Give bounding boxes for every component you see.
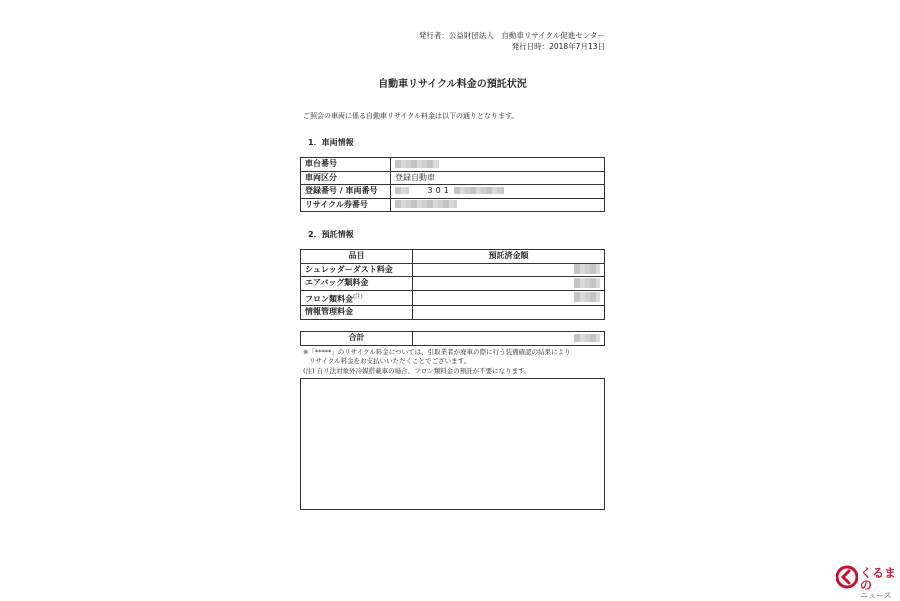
redacted-value xyxy=(574,264,600,274)
vehicle-info-table xyxy=(300,157,605,212)
kuruma-news-logo-icon xyxy=(836,565,858,589)
deposit-row-label: エアバッグ類料金 xyxy=(301,277,413,291)
refrigerant-note: (注) 自リ法対象外冷媒搭載車の場合、フロン類料金の預託が不要になります。 xyxy=(303,367,531,375)
total-table xyxy=(300,331,605,346)
redacted-value xyxy=(395,160,439,168)
vehicle-row-value xyxy=(391,158,605,172)
deposit-row-label: シュレッダーダスト料金 xyxy=(301,263,413,277)
redacted-value xyxy=(574,334,600,342)
vehicle-section-heading: 1．車両情報 xyxy=(308,138,354,147)
deposit-info-table xyxy=(300,249,605,320)
vehicle-row-label: 登録番号 / 車両番号 xyxy=(301,185,391,199)
vehicle-row-label: 車台番号 xyxy=(301,158,391,172)
note-marker: (注) xyxy=(353,293,363,300)
publisher-text: 発行者：公益財団法人 自動車リサイクル促進センター xyxy=(418,31,605,40)
deposit-row-amount xyxy=(413,290,605,306)
asterisk-note-line1: ※「*****」のリサイクル料金については、引取業者が廃車の際に行う装備確認の結果により xyxy=(303,348,571,356)
redacted-value xyxy=(574,292,600,302)
total-label: 合計 xyxy=(301,332,413,346)
issuer-block xyxy=(400,31,605,53)
vehicle-row-value xyxy=(391,198,605,212)
amount-column-header: 預託済金額 xyxy=(413,250,605,264)
blank-remarks-box xyxy=(300,378,605,510)
table-row xyxy=(301,185,605,199)
vehicle-row-value xyxy=(391,185,605,199)
asterisk-note-line2: リサイクル料金をお支払いいただくことでございます。 xyxy=(309,357,471,365)
logo-sub-text: ニュース xyxy=(860,591,892,600)
logo-main-text: くるまの xyxy=(860,566,897,592)
issue-date-text: 発行日時：2018年7月13日 xyxy=(511,42,605,51)
redacted-value xyxy=(454,187,504,194)
deposit-row-amount xyxy=(413,306,605,320)
table-row xyxy=(301,277,605,291)
intro-text: ご照会の車両に係る自動車リサイクル料金は以下の通りとなります。 xyxy=(303,112,519,120)
table-row xyxy=(301,290,605,306)
redacted-value xyxy=(395,200,457,208)
vehicle-row-value: 登録自動車 xyxy=(391,171,605,185)
table-row xyxy=(301,306,605,320)
deposit-row-amount xyxy=(413,277,605,291)
deposit-row-label-text: フロン類料金 xyxy=(305,294,353,304)
table-row xyxy=(301,158,605,172)
registration-number: 301 xyxy=(427,186,452,196)
deposit-section-heading: 2．預託情報 xyxy=(308,230,354,239)
item-column-header: 品目 xyxy=(301,250,413,264)
redacted-value xyxy=(574,278,600,288)
deposit-row-label xyxy=(301,290,413,306)
total-amount xyxy=(413,332,605,346)
vehicle-row-label: 車両区分 xyxy=(301,171,391,185)
table-row xyxy=(301,198,605,212)
deposit-row-amount xyxy=(413,263,605,277)
table-row xyxy=(301,332,605,346)
vehicle-row-label: リサイクル券番号 xyxy=(301,198,391,212)
document-title: 自動車リサイクル料金の預託状況 xyxy=(378,79,527,90)
table-row xyxy=(301,263,605,277)
redacted-value xyxy=(395,187,409,194)
kuruma-news-logo-text xyxy=(860,567,900,601)
deposit-row-label: 情報管理料金 xyxy=(301,306,413,320)
table-row xyxy=(301,171,605,185)
table-header-row xyxy=(301,250,605,264)
